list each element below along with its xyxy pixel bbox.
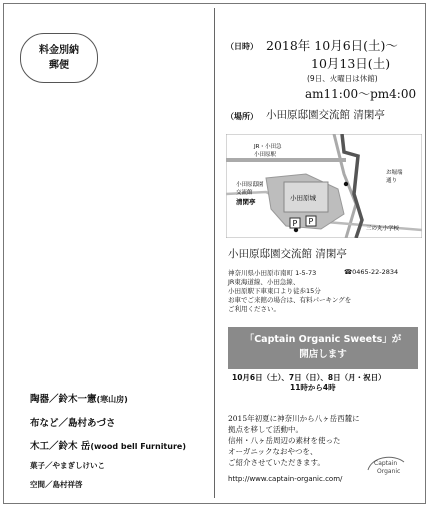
credit-ceramics-role: 陶器／鈴木一憲 xyxy=(30,394,97,405)
access-address: 神奈川県小田原市南町 1-5-73 xyxy=(228,269,317,277)
credit-ceramics-note: (寒山房) xyxy=(96,395,128,404)
map-street-2: 通り xyxy=(386,178,398,184)
credit-woodwork-role: 木工／鈴木 岳 xyxy=(30,441,91,452)
access-car-2: ご利用ください。 xyxy=(228,305,280,313)
access-directions-1: JR東海道線、小田急線、 xyxy=(228,278,300,286)
credit-woodwork-note: (wood bell Furniture) xyxy=(90,442,186,451)
postage-mark xyxy=(20,33,98,83)
credit-fabric xyxy=(30,415,116,429)
access-venue-name: 小田原邸園交流館 清閑亭 xyxy=(228,248,347,260)
desc-line-5: ご紹介させていただきます。 xyxy=(228,458,325,467)
logo-line-2: Organic xyxy=(377,468,401,475)
banner-line-1: 「Captain Organic Sweets」が xyxy=(244,334,402,345)
venue-name: 小田原邸園交流館 清閑亭 xyxy=(266,109,385,121)
sweets-banner xyxy=(228,327,418,369)
banner-hours: 11時から4時 xyxy=(290,383,336,392)
desc-line-2: 拠点を移して活動中。 xyxy=(228,425,303,434)
center-divider xyxy=(214,8,215,498)
access-car-1: お車でご来館の場合は、有料パーキングを xyxy=(228,296,352,304)
parking-text-2: P xyxy=(308,217,314,226)
parking-text-1: P xyxy=(292,219,298,228)
map-castle: 小田原城 xyxy=(290,194,316,202)
credit-space-role: 空間／島村祥啓 xyxy=(30,480,83,489)
event-dates-line-1: 2018年 10月6日(土)～ xyxy=(266,38,398,53)
credit-sweets xyxy=(30,460,105,471)
map-station-2: 小田原駅 xyxy=(254,152,277,158)
logo-line-1: Captain xyxy=(374,460,398,467)
map-dot-castle-gate xyxy=(344,182,348,186)
map-venue-3: 清閑亭 xyxy=(236,198,256,206)
banner-line-2: 開店します xyxy=(299,349,347,360)
credit-ceramics xyxy=(30,391,128,405)
event-time: am11:00～pm4:00 xyxy=(305,87,417,101)
event-dates-line-2: 10月13日(土) xyxy=(311,56,391,71)
captain-organic-logo xyxy=(364,452,408,478)
venue-label: （場所） xyxy=(226,112,258,121)
map-venue-1: 小田原邸園 xyxy=(236,182,264,188)
credit-fabric-role: 布など／島村あづさ xyxy=(30,418,116,429)
map-station-1: JR・小田急 xyxy=(254,144,282,150)
credit-space xyxy=(30,479,83,490)
access-map xyxy=(226,134,422,238)
closed-note: (9日、火曜日は休館) xyxy=(307,74,378,83)
postage-line-1: 料金別納 xyxy=(39,45,79,56)
postage-line-2: 郵便 xyxy=(49,60,69,71)
desc-line-1: 2015年初夏に神奈川から八ヶ岳西麓に xyxy=(228,414,360,423)
map-street-1: お堀端 xyxy=(386,170,403,176)
access-phone: ☎0465-22-2834 xyxy=(344,268,399,276)
banner-dates: 10月6日（土）、7日（日）、8日（月・祝日） xyxy=(232,373,386,382)
desc-line-4: オーガニックなおやつを、 xyxy=(228,447,318,456)
date-label: （日時） xyxy=(226,42,258,51)
credit-sweets-role: 菓子／やまぎしけいこ xyxy=(30,461,105,470)
map-venue-2: 交流館 xyxy=(236,190,253,196)
desc-line-3: 信州・八ヶ岳周辺の素材を使った xyxy=(228,436,341,445)
map-school: 三の丸小学校 xyxy=(366,226,400,232)
access-directions-2: 小田原駅下車東口より徒歩15分 xyxy=(228,287,321,295)
credit-woodwork xyxy=(30,438,186,452)
website-url: http://www.captain-organic.com/ xyxy=(228,475,343,483)
